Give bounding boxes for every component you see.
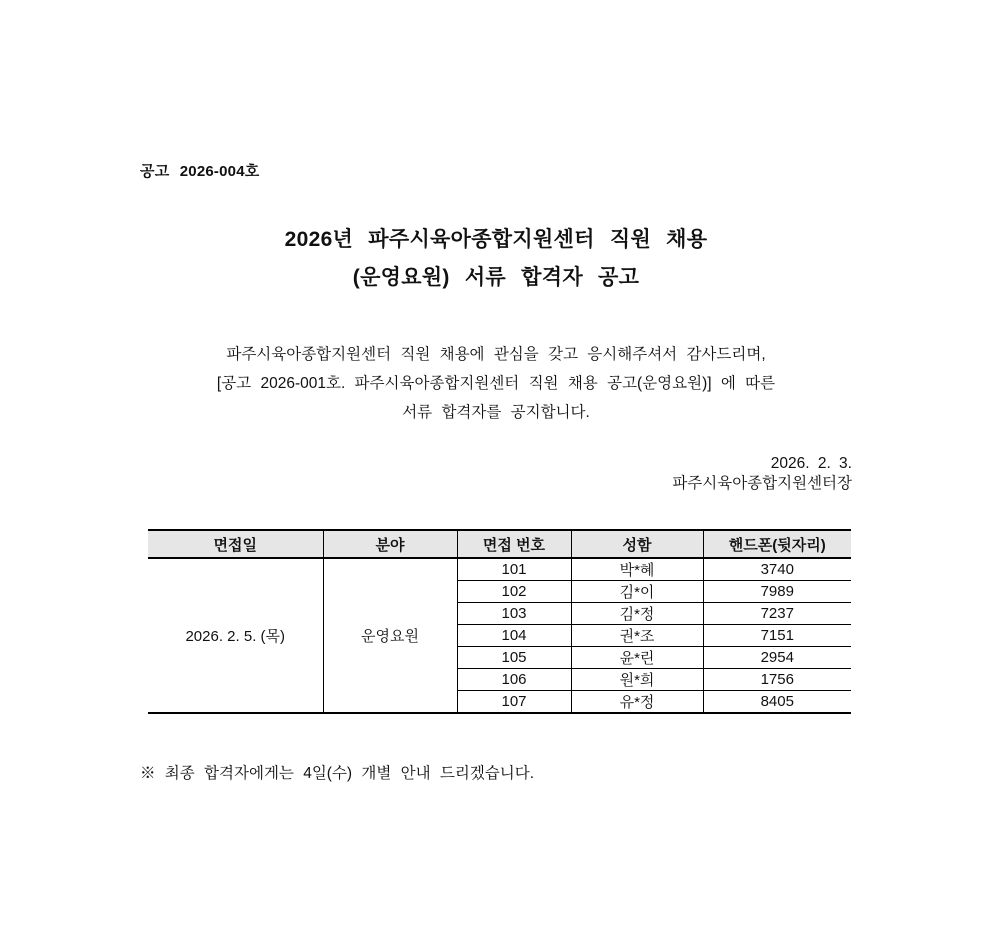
signer-name: 파주시육아종합지원센터장 [672,475,852,492]
title-line-2: (운영요원) 서류 합격자 공고 [352,266,640,289]
phone-cell: 7989 [703,581,851,603]
phone-cell: 2954 [703,647,851,669]
header-name: 성함 [571,530,703,558]
applicants-table [148,529,851,714]
interview-number-cell: 106 [457,669,571,691]
footnote: ※ 최종 합격자에게는 4일(수) 개별 안내 드리겠습니다. [140,765,535,782]
intro-line-3: 서류 합격자를 공지합니다. [402,404,590,421]
interview-number-cell: 107 [457,691,571,714]
interview-number-cell: 104 [457,625,571,647]
interview-date-cell: 2026. 2. 5. (목) [148,558,323,713]
header-interview-number: 면접 번호 [457,530,571,558]
signature-block [140,454,852,494]
header-phone: 핸드폰(뒷자리) [703,530,851,558]
category-cell: 운영요원 [323,558,457,713]
intro-paragraph [140,340,852,427]
title-line-1: 2026년 파주시육아종합지원센터 직원 채용 [284,228,708,251]
interview-number-cell: 105 [457,647,571,669]
name-cell: 유*정 [571,691,703,714]
table-row [148,558,851,581]
interview-number-cell: 103 [457,603,571,625]
phone-cell: 7151 [703,625,851,647]
name-cell: 권*조 [571,625,703,647]
interview-number-cell: 101 [457,558,571,581]
intro-line-2: [공고 2026-001호. 파주시육아종합지원센터 직원 채용 공고(운영요원)] 에 따른 [216,375,776,392]
document-title [140,221,852,297]
table-header-row [148,530,851,558]
doc-number: 공고 2026-004호 [140,163,260,180]
document-content [140,0,852,945]
name-cell: 김*정 [571,603,703,625]
phone-cell: 7237 [703,603,851,625]
name-cell: 박*혜 [571,558,703,581]
header-interview-date: 면접일 [148,530,323,558]
intro-line-1: 파주시육아종합지원센터 직원 채용에 관심을 갖고 응시해주셔서 감사드리며, [226,346,766,363]
sign-date: 2026. 2. 3. [770,455,852,472]
phone-cell: 1756 [703,669,851,691]
interview-number-cell: 102 [457,581,571,603]
name-cell: 윤*린 [571,647,703,669]
name-cell: 원*희 [571,669,703,691]
phone-cell: 8405 [703,691,851,714]
phone-cell: 3740 [703,558,851,581]
name-cell: 김*이 [571,581,703,603]
header-category: 분야 [323,530,457,558]
